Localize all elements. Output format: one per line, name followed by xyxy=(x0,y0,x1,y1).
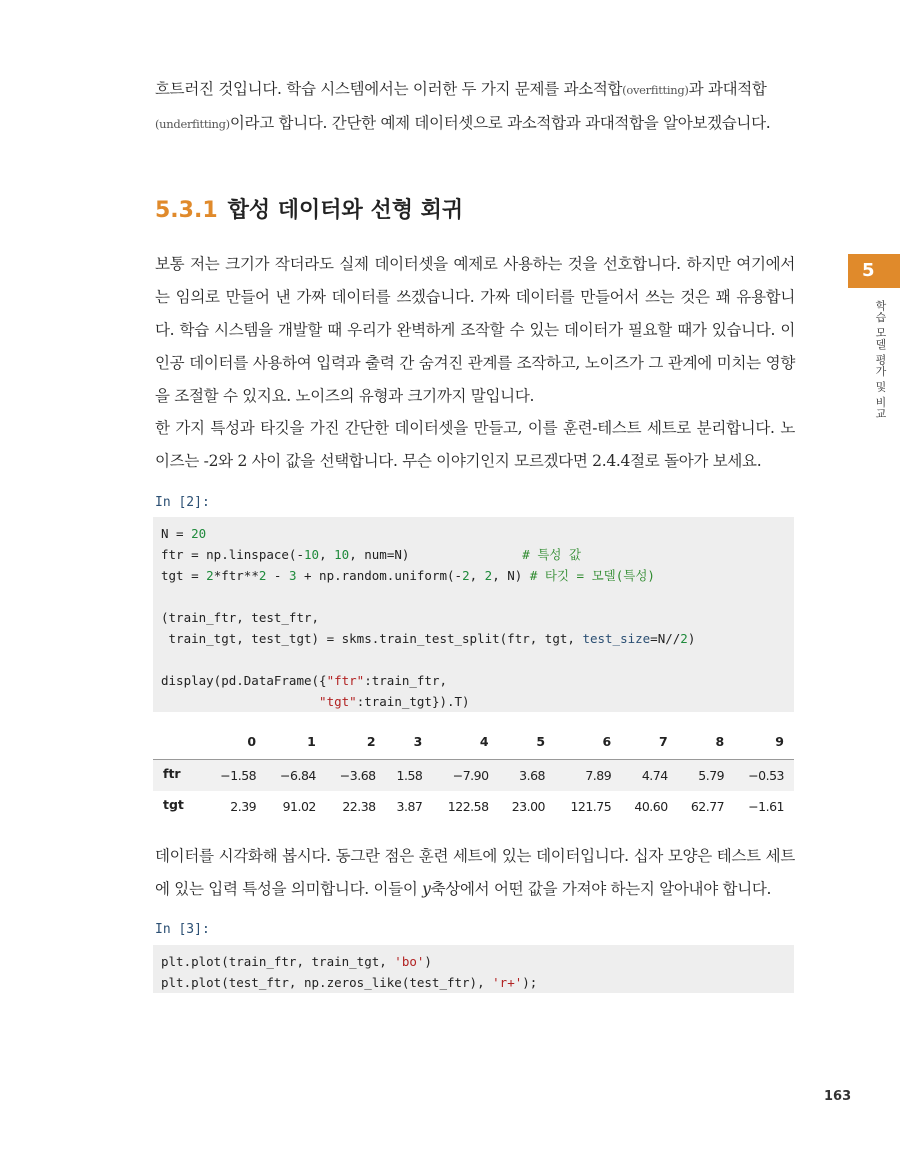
table-cell: 22.38 xyxy=(342,799,376,814)
row-header: tgt xyxy=(163,797,184,812)
table-cell: 3.87 xyxy=(396,799,423,814)
table-cell: 40.60 xyxy=(634,799,668,814)
intro-text-2: 과 과대적합 xyxy=(688,80,767,98)
body-paragraph-1: 보통 저는 크기가 작더라도 실제 데이터셋을 예제로 사용하는 것을 선호합니다. 하지만 여기에서는 임의로 만들어 낸 가짜 데이터를 쓰겠습니다. 가짜 데이터를 만들어서 쓰는 것은 꽤 유용합니다. 학습 시스템을 개발할 때 우리가 완벽하게 조작할 수 있는 데이터가 필요할 때가 있습니다. 이 인공 데이터를 사용하여 입력과 출력 간 숨겨진 관계를 조작하고, 노이즈가 그 관계에 미치는 영향을 조절할 수 있지요. 노이즈의 유형과 크기까지 말입니다. xyxy=(155,255,795,405)
table-cell: 4.74 xyxy=(641,768,668,783)
column-header: 2 xyxy=(366,734,376,749)
code-line: (train_ftr, test_ftr, xyxy=(161,610,320,625)
table-cell: 121.75 xyxy=(570,799,612,814)
body-paragraph-3 xyxy=(155,840,795,906)
column-header: 6 xyxy=(602,734,612,749)
table-corner xyxy=(153,728,206,760)
para3-text-2: 축상에서 어떤 값을 가져야 하는지 알아내야 합니다. xyxy=(430,880,772,898)
table-cell: 23.00 xyxy=(511,799,546,814)
table-cell: 5.79 xyxy=(698,768,725,783)
code-cell-2 xyxy=(153,517,794,712)
code-line: plt.plot(train_ftr, train_tgt, 'bo') xyxy=(161,954,432,969)
para3-text-1: 데이터를 시각화해 봅시다. 동그란 점은 훈련 세트에 있는 데이터입니다. 십자 모양은 테스트 세트에 있는 입력 특성을 의미합니다. 이들이 xyxy=(155,847,795,898)
chapter-tab: 5 xyxy=(848,254,900,288)
code-line: ftr = np.linspace(-10, 10, num=N) # 특성 값 xyxy=(161,547,582,562)
para3-variable-y: y xyxy=(422,880,431,898)
code-cell-3 xyxy=(153,945,794,993)
dataframe-table xyxy=(153,728,794,822)
table-cell: −7.90 xyxy=(452,768,489,783)
cell-prompt-3: In [3]: xyxy=(155,922,210,937)
table-cell: 91.02 xyxy=(282,799,316,814)
column-header: 7 xyxy=(658,734,668,749)
column-header: 9 xyxy=(775,734,784,749)
column-header: 1 xyxy=(307,734,316,749)
column-header: 3 xyxy=(413,734,423,749)
table-cell: 1.58 xyxy=(396,768,423,783)
chapter-label: 학습 모델 평가 및 비교 xyxy=(874,300,887,420)
code-comment: # 타깃 = 모델(특성) xyxy=(529,568,655,583)
section-number: 5.3.1 xyxy=(155,198,218,223)
table-cell: −1.58 xyxy=(220,768,257,783)
table-cell: −3.68 xyxy=(339,768,376,783)
page-number: 163 xyxy=(824,1089,852,1104)
table-cell: −0.53 xyxy=(748,768,784,783)
table-row xyxy=(153,791,794,822)
body-paragraph-2: 한 가지 특성과 타깃을 가진 간단한 데이터셋을 만들고, 이를 훈련-테스트 세트로 분리합니다. 노이즈는 -2와 2 사이 값을 선택합니다. 무슨 이야기인지 모르겠다면 2.4.4절로 돌아가 보세요. xyxy=(155,419,795,470)
cell-prompt-2: In [2]: xyxy=(155,495,210,510)
table-row xyxy=(153,760,794,792)
column-header: 5 xyxy=(536,734,546,749)
code-comment: # 특성 값 xyxy=(522,547,582,562)
code-line: tgt = 2*ftr**2 - 3 + np.random.uniform(-2, 2, N) # 타깃 = 모델(특성) xyxy=(161,568,655,583)
intro-term-underfitting: (underfitting) xyxy=(155,117,230,131)
column-header: 0 xyxy=(247,734,257,749)
code-line: "tgt":train_tgt}).T) xyxy=(319,694,470,709)
section-heading xyxy=(155,193,463,224)
table-cell: 7.89 xyxy=(585,768,612,783)
table-cell: 2.39 xyxy=(230,799,257,814)
column-header: 8 xyxy=(715,734,725,749)
table-cell: −6.84 xyxy=(280,768,316,783)
table-cell: 62.77 xyxy=(690,799,725,814)
code-line: display(pd.DataFrame({"ftr":train_ftr, xyxy=(161,673,448,688)
table-cell: −1.61 xyxy=(748,799,784,814)
code-line: N = 20 xyxy=(161,526,207,541)
section-title: 합성 데이터와 선형 회귀 xyxy=(227,198,464,223)
intro-text-3: 이라고 합니다. 간단한 예제 데이터셋으로 과소적합과 과대적합을 알아보겠습니다. xyxy=(229,114,771,132)
table-cell: 122.58 xyxy=(447,799,489,814)
code-blank-line xyxy=(161,586,794,607)
intro-text-1: 흐트러진 것입니다. 학습 시스템에서는 이러한 두 가지 문제를 과소적합 xyxy=(155,80,623,98)
code-blank-line xyxy=(161,649,794,670)
code-line: train_tgt, test_tgt) = skms.train_test_split(ftr, tgt, test_size=N//2) xyxy=(161,631,696,646)
table-header-row xyxy=(153,728,794,760)
column-header: 4 xyxy=(479,734,489,749)
table-cell: 3.68 xyxy=(519,768,546,783)
row-header: ftr xyxy=(163,766,181,781)
intro-term-overfitting: (overfitting) xyxy=(622,83,689,97)
code-line: plt.plot(test_ftr, np.zeros_like(test_ftr), 'r+'); xyxy=(161,975,538,990)
intro-paragraph xyxy=(155,73,795,141)
